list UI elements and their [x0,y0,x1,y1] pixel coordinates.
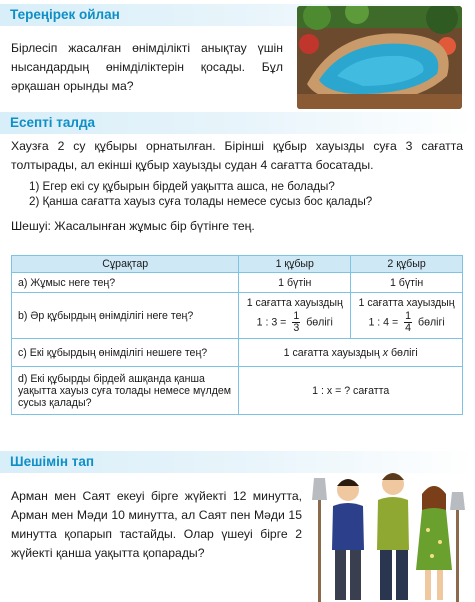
table-cell-question: b) Әр құбырдың өнімділігі неге тең? [12,293,239,339]
table-row [12,293,463,339]
table-row [12,273,463,293]
fraction-numerator: 1 [293,310,300,322]
question-1: 1) Егер екі су құбырын бірдей уақытта ашса, не болады? [29,180,335,193]
table-row [12,339,463,367]
section-heading-find-solution: Шешімін тап [10,454,94,469]
table-cell-question: d) Екі құбырды бірдей ашқанда қанша уақытта хауыз суға толады немесе мүлдем сусыз қалады? [12,367,239,415]
section3-text: Арман мен Саят екеуі бірге жүйекті 12 минутта, Арман мен Мәди 10 минутта, ал Саят пен Мәди 15 минутта қопарып тастайды. Олар үшеуі бірге 2 жүйекті қанша уақытта қопарады? [11,489,302,560]
solution-intro: Шешуі: Жасалынған жұмыс бір бүтінге тең. [11,219,255,233]
productivity-expression [357,311,456,334]
expr-text: 1 : 4 = [368,316,399,329]
question-2: 2) Қанша сағатта хауыз суға толады немесе сусыз бос қалады? [29,195,373,208]
section1-text: Бірлесіп жасалған өнімділікті анықтау үшін нысандардың өнімділіктерін қосады. Бұл әрқашан орынды ма? [11,41,283,93]
table-cell-merged [239,339,463,367]
table-header: 1 құбыр [239,256,351,273]
expr-tail: бөлігі [418,316,445,329]
gardeners-illustration [306,470,468,602]
merged-prefix: 1 сағатта хауыздың [283,346,380,359]
fraction-numerator: 1 [405,310,412,322]
table-cell: 1 бүтін [239,273,351,293]
section-heading-deeper-thinking: Тереңірек ойлан [10,7,120,22]
pool-photo [297,6,462,109]
table-header: 2 құбыр [351,256,463,273]
table-cell-question: c) Екі құбырдың өнімділігі нешеге тең? [12,339,239,367]
table-header-row [12,256,463,273]
table-cell: 1 бүтін [351,273,463,293]
table-cell-merged: 1 : x = ? сағатта [239,367,463,415]
expr-text: 1 : 3 = [256,316,287,329]
merged-tail: бөлігі [390,346,418,359]
fraction [404,311,412,334]
productivity-expression [245,311,344,334]
table-cell [351,293,463,339]
variable-x: x [382,346,389,359]
cell-line: 1 сағатта хауыздың [358,297,455,309]
questions-table [11,255,463,415]
cell-line: 1 сағатта хауыздың [246,297,343,309]
table-cell-question: a) Жұмыс неге тең? [12,273,239,293]
fraction [292,311,300,334]
section-heading-analyze-problem: Есепті талда [10,115,96,130]
expr-tail: бөлігі [306,316,333,329]
table-cell [239,293,351,339]
fraction-denominator: 4 [405,322,412,334]
problem-text: Хаузға 2 су құбыры орнатылған. Бірінші құбыр хауызды суға 3 сағатта толтырады, ал екінші құбыр хауызды судан 4 сағатта босатады. [11,139,463,172]
table-header: Сұрақтар [12,256,239,273]
table-row [12,367,463,415]
fraction-denominator: 3 [293,322,300,334]
